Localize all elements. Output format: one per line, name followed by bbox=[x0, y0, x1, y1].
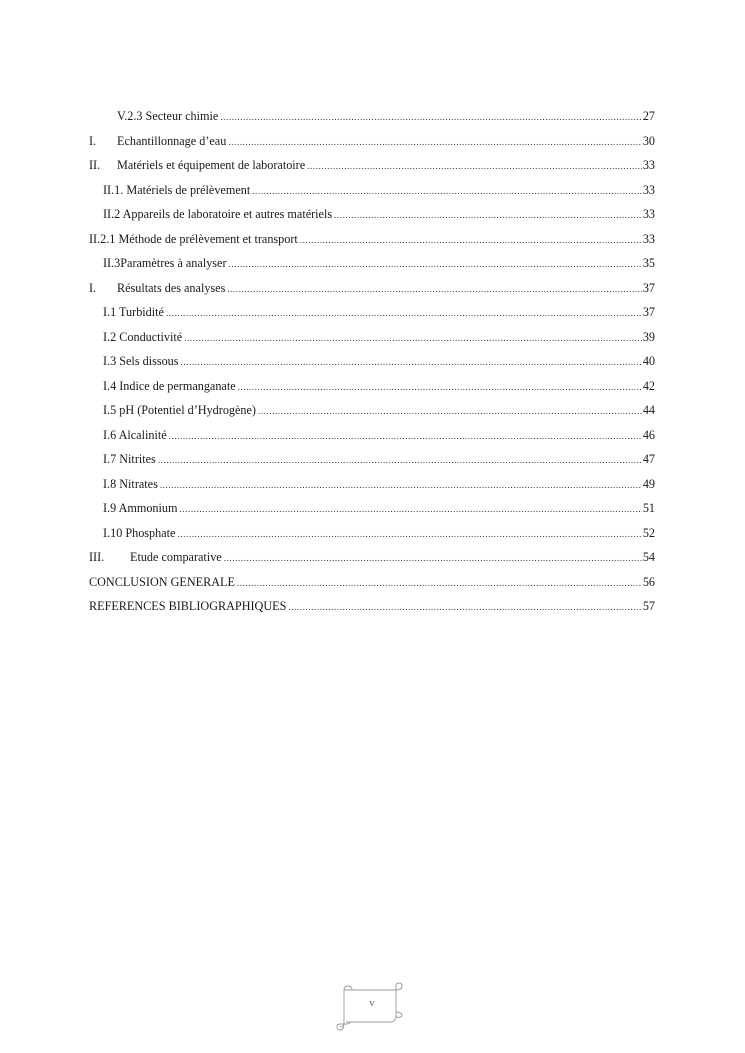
toc-entry-title: I.8 Nitrates bbox=[103, 476, 158, 491]
toc-entry[interactable] bbox=[89, 276, 655, 301]
toc-entry[interactable] bbox=[89, 570, 655, 595]
toc-entry-title: I.10 Phosphate bbox=[103, 525, 176, 540]
toc-entry-title: I.2 Conductivité bbox=[103, 329, 183, 344]
toc-entry-title: I.5 pH (Potentiel d’Hydrogène) bbox=[103, 403, 256, 417]
toc-entry-page: 37 bbox=[642, 280, 655, 295]
toc-entry-page: 56 bbox=[642, 574, 655, 589]
toc-entry-number: I. bbox=[89, 133, 97, 148]
toc-entry[interactable] bbox=[89, 423, 655, 448]
toc-entry-title: Etude comparative bbox=[130, 550, 222, 564]
toc-entry-page: 35 bbox=[642, 256, 655, 270]
toc-dot-leader bbox=[224, 546, 642, 571]
toc-dot-leader bbox=[179, 497, 641, 522]
toc-entry-number: I. bbox=[89, 280, 97, 295]
toc-entry-title: I.9 Ammonium bbox=[103, 501, 178, 515]
toc-entry-page: 40 bbox=[642, 354, 655, 368]
toc-dot-leader bbox=[228, 130, 642, 155]
toc-entry-title: I.6 Alcalinité bbox=[103, 427, 167, 442]
toc-entry-page: 52 bbox=[642, 525, 655, 540]
table-of-contents bbox=[89, 104, 655, 619]
toc-entry-page: 33 bbox=[642, 182, 655, 197]
toc-dot-leader bbox=[229, 252, 642, 277]
toc-dot-leader bbox=[300, 228, 642, 253]
toc-entry-page: 57 bbox=[642, 599, 655, 613]
toc-entry[interactable] bbox=[89, 472, 655, 497]
toc-entry[interactable] bbox=[89, 398, 655, 423]
toc-entry-page: 42 bbox=[642, 378, 655, 393]
toc-dot-leader bbox=[160, 473, 642, 498]
toc-entry-number: III. bbox=[89, 550, 105, 564]
toc-entry-title: II.2 Appareils de laboratoire et autres matériels bbox=[103, 207, 333, 221]
toc-dot-leader bbox=[177, 522, 641, 547]
toc-entry[interactable] bbox=[89, 447, 655, 472]
toc-entry[interactable] bbox=[89, 104, 655, 129]
toc-dot-leader bbox=[237, 571, 642, 596]
toc-entry-title: I.3 Sels dissous bbox=[103, 354, 179, 368]
toc-entry-page: 47 bbox=[642, 452, 655, 466]
toc-entry-page: 39 bbox=[642, 329, 655, 344]
toc-entry[interactable] bbox=[89, 227, 655, 252]
toc-entry-page: 46 bbox=[642, 427, 655, 442]
toc-entry-page: 37 bbox=[642, 305, 655, 319]
toc-dot-leader bbox=[166, 301, 642, 326]
toc-entry[interactable] bbox=[89, 594, 655, 619]
toc-dot-leader bbox=[158, 448, 642, 473]
toc-entry-page: 54 bbox=[642, 550, 655, 564]
toc-dot-leader bbox=[220, 105, 641, 130]
toc-entry-title: Résultats des analyses bbox=[117, 280, 226, 295]
toc-entry-title: II.2.1 Méthode de prélèvement et transport bbox=[89, 231, 298, 246]
toc-dot-leader bbox=[252, 179, 642, 204]
toc-entry-page: 33 bbox=[642, 231, 655, 246]
toc-entry-title: Echantillonnage d’eau bbox=[117, 133, 227, 148]
page-number: v bbox=[369, 997, 375, 1009]
toc-entry-title: I.7 Nitrites bbox=[103, 452, 156, 466]
toc-entry-page: 33 bbox=[642, 207, 655, 221]
toc-entry-title: II.1. Matériels de prélèvement bbox=[103, 182, 251, 197]
toc-dot-leader bbox=[227, 277, 641, 302]
toc-entry-title: I.4 Indice de permanganate bbox=[103, 378, 236, 393]
toc-entry-title: V.2.3 Secteur chimie bbox=[117, 109, 219, 123]
toc-entry[interactable] bbox=[89, 153, 655, 178]
toc-entry[interactable] bbox=[89, 545, 655, 570]
toc-dot-leader bbox=[334, 203, 642, 228]
toc-entry[interactable] bbox=[89, 251, 655, 276]
toc-entry-page: 51 bbox=[642, 501, 655, 515]
toc-dot-leader bbox=[169, 424, 642, 449]
toc-entry-title: REFERENCES BIBLIOGRAPHIQUES bbox=[89, 599, 287, 613]
toc-dot-leader bbox=[307, 154, 642, 179]
toc-entry[interactable] bbox=[89, 178, 655, 203]
toc-dot-leader bbox=[238, 375, 642, 400]
toc-entry[interactable] bbox=[89, 496, 655, 521]
toc-entry-page: 30 bbox=[642, 133, 655, 148]
toc-entry[interactable] bbox=[89, 349, 655, 374]
toc-entry[interactable] bbox=[89, 300, 655, 325]
toc-entry-number: II. bbox=[89, 158, 101, 172]
toc-dot-leader bbox=[181, 350, 642, 375]
toc-entry-page: 27 bbox=[642, 109, 655, 123]
toc-entry[interactable] bbox=[89, 129, 655, 154]
toc-entry[interactable] bbox=[89, 521, 655, 546]
toc-entry[interactable] bbox=[89, 374, 655, 399]
toc-dot-leader bbox=[288, 595, 641, 620]
toc-entry-title: CONCLUSION GENERALE bbox=[89, 574, 235, 589]
footer-page-scroll bbox=[336, 982, 408, 1032]
toc-entry-page: 49 bbox=[642, 476, 655, 491]
toc-entry-title: I.1 Turbidité bbox=[103, 305, 164, 319]
toc-entry-title: II.3Paramètres à analyser bbox=[103, 256, 227, 270]
toc-entry-title: Matériels et équipement de laboratoire bbox=[117, 158, 306, 172]
toc-dot-leader bbox=[258, 399, 642, 424]
toc-entry[interactable] bbox=[89, 202, 655, 227]
toc-entry[interactable] bbox=[89, 325, 655, 350]
toc-entry-page: 44 bbox=[642, 403, 655, 417]
toc-dot-leader bbox=[184, 326, 642, 351]
toc-entry-page: 33 bbox=[642, 158, 655, 172]
